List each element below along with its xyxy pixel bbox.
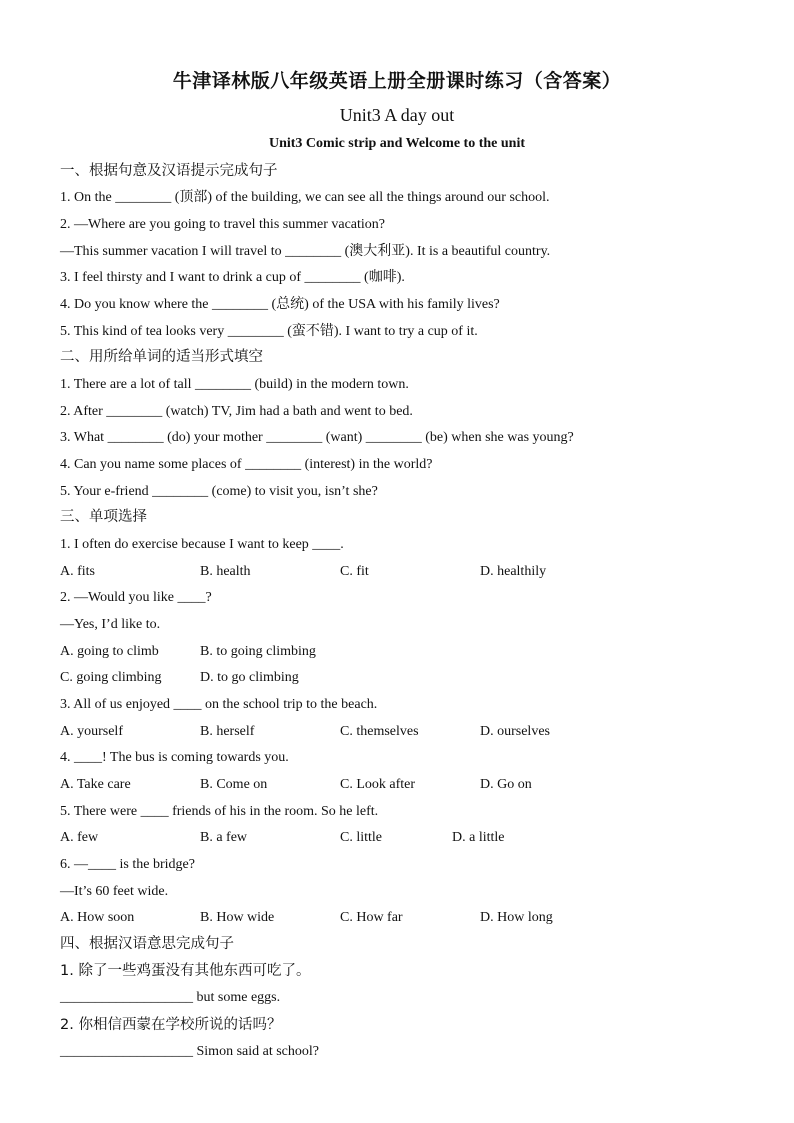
s3-q1-option-b: B. health bbox=[200, 564, 251, 579]
s3-q3-option-a: A. yourself bbox=[60, 724, 123, 739]
s2-question-2: 2. After ________ (watch) TV, Jim had a bath and went to bed. bbox=[60, 404, 413, 419]
document-title: 牛津译林版八年级英语上册全册课时练习（含答案） bbox=[172, 70, 622, 92]
s3-q3-option-c: C. themselves bbox=[340, 724, 419, 739]
s3-q5-option-d: D. a little bbox=[452, 830, 505, 845]
s3-q2-option-b: B. to going climbing bbox=[200, 644, 316, 659]
s3-q3-stem: 3. All of us enjoyed ____ on the school trip to the beach. bbox=[60, 697, 378, 712]
section-4-heading: 四、根据汉语意思完成句子 bbox=[60, 936, 234, 952]
s4-question-2-answer-line: ___________________ Simon said at school? bbox=[60, 1044, 319, 1059]
s3-q5-stem: 5. There were ____ friends of his in the room. So he left. bbox=[60, 804, 379, 819]
s3-q1-option-c: C. fit bbox=[340, 564, 369, 579]
s4-question-2-chinese: 2. 你相信西蒙在学校所说的话吗？ bbox=[60, 1017, 282, 1033]
s1-question-3: 3. I feel thirsty and I want to drink a cup of ________ (咖啡). bbox=[60, 270, 405, 285]
s2-question-3: 3. What ________ (do) your mother ________ (want) ________ (be) when she was young? bbox=[60, 430, 574, 445]
s3-q2-stem-b: —Yes, I’d like to. bbox=[60, 617, 161, 632]
section-2-heading: 二、用所给单词的适当形式填空 bbox=[60, 349, 263, 365]
s1-question-5: 5. This kind of tea looks very ________ (蛮不错). I want to try a cup of it. bbox=[60, 324, 478, 339]
s2-question-1: 1. There are a lot of tall ________ (build) in the modern town. bbox=[60, 377, 409, 392]
s3-q6-stem-a: 6. —____ is the bridge? bbox=[60, 857, 195, 872]
s3-q4-option-c: C. Look after bbox=[340, 777, 416, 792]
unit-title: Unit3 A day out bbox=[339, 105, 455, 125]
s3-q3-option-b: B. herself bbox=[200, 724, 255, 739]
s1-question-1: 1. On the ________ (顶部) of the building, we can see all the things around our school. bbox=[60, 190, 550, 205]
s4-question-1-chinese: 1. 除了一些鸡蛋没有其他东西可吃了。 bbox=[60, 963, 311, 979]
section-3-heading: 三、单项选择 bbox=[60, 509, 147, 525]
s3-q4-option-a: A. Take care bbox=[60, 777, 131, 792]
s3-q6-option-d: D. How long bbox=[480, 910, 553, 925]
s3-q5-option-c: C. little bbox=[340, 830, 382, 845]
s3-q4-stem: 4. ____! The bus is coming towards you. bbox=[60, 750, 289, 765]
s4-question-1-answer-line: ___________________ but some eggs. bbox=[60, 990, 281, 1005]
s3-q2-stem-a: 2. —Would you like ____? bbox=[60, 590, 212, 605]
s3-q5-option-b: B. a few bbox=[200, 830, 248, 845]
s3-q1-option-d: D. healthily bbox=[480, 564, 547, 579]
s3-q2-option-d: D. to go climbing bbox=[200, 670, 299, 685]
s3-q5-option-a: A. few bbox=[60, 830, 99, 845]
s3-q6-option-b: B. How wide bbox=[200, 910, 275, 925]
s3-q6-option-a: A. How soon bbox=[60, 910, 135, 925]
s2-question-4: 4. Can you name some places of ________ (interest) in the world? bbox=[60, 457, 433, 472]
s3-q6-option-c: C. How far bbox=[340, 910, 403, 925]
s1-question-4: 4. Do you know where the ________ (总统) of the USA with his family lives? bbox=[60, 297, 500, 312]
s3-q6-stem-b: —It’s 60 feet wide. bbox=[60, 884, 169, 899]
section-1-heading: 一、根据句意及汉语提示完成句子 bbox=[60, 163, 278, 179]
s1-question-2b: —This summer vacation I will travel to ________ (澳大利亚). It is a beautiful country. bbox=[60, 244, 551, 259]
s3-q1-stem: 1. I often do exercise because I want to keep ____. bbox=[60, 537, 344, 552]
s3-q1-option-a: A. fits bbox=[60, 564, 95, 579]
s3-q2-option-c: C. going climbing bbox=[60, 670, 162, 685]
s3-q4-option-d: D. Go on bbox=[480, 777, 532, 792]
s3-q3-option-d: D. ourselves bbox=[480, 724, 550, 739]
lesson-subtitle: Unit3 Comic strip and Welcome to the unit bbox=[268, 136, 525, 151]
s3-q2-option-a: A. going to climb bbox=[60, 644, 159, 659]
s3-q4-option-b: B. Come on bbox=[200, 777, 268, 792]
s1-question-2a: 2. —Where are you going to travel this summer vacation? bbox=[60, 217, 386, 232]
s2-question-5: 5. Your e-friend ________ (come) to visit you, isn’t she? bbox=[60, 484, 378, 499]
